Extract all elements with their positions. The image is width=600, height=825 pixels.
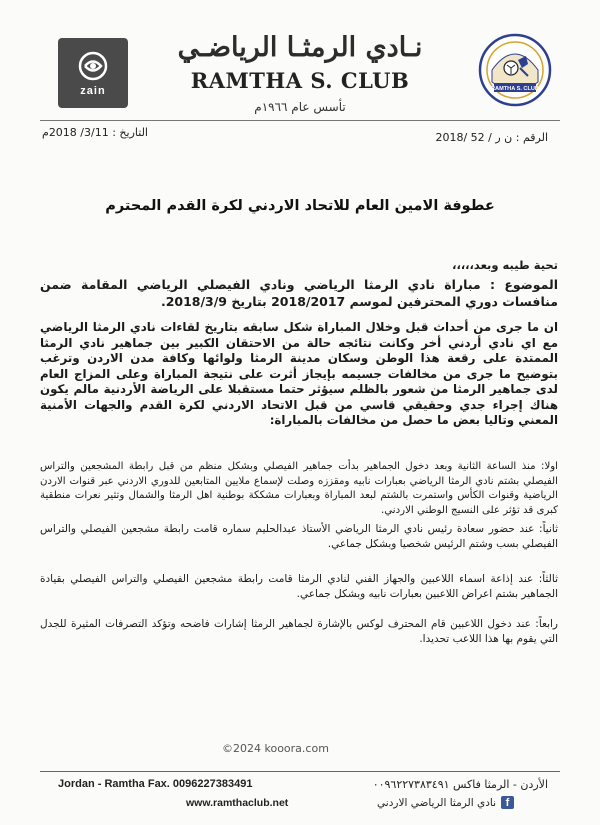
intro-paragraph: ان ما جرى من أحداث قبل وخلال المباراة شكل سابقه بتاريخ لقاءات نادي الرمثا الرياضي مع اي نادي أردني أخر وكانت نتائجه حالة من الاحتقان الكبير بين جماهير نادي الرمثا الممتدة على رقعة هذا الوطن وسكان مدينة الرمثا ولوائها وكافة مدن الاردن وترغب بتوضيح ما جرى من مخالفات جسيمه بإيجاز أثرت على نتيجة المباراة وعلى المزاج العام لدى جماهير الرمثا من شعور بالظلم سيؤثر حتما مستقبلا على الرياضة الأردنية مالم يكون هناك إجراء جدي وحقيقي قاسي من قبل الاتحاد الاردني لكرة القدم والجهات الأمنية المعني وتاليا بعض ما حصل من مخالفات بالمباراة: bbox=[40, 320, 558, 427]
zain-logo-text: zain bbox=[80, 85, 106, 97]
zain-logo bbox=[58, 38, 128, 108]
footer-fax-english: Jordan - Ramtha Fax. 0096227383491 bbox=[58, 778, 253, 790]
point-two: ثانياً: عند حضور سعادة رئيس نادي الرمثا الرياضي الأستاذ عبدالحليم سماره قامت رابطة مشجعين الفيصلي والتراس الفيصلي بسب وشتم الرئيس شخصيا وبشكل جماعي. bbox=[40, 523, 558, 550]
founded-year: تأسس عام ١٩٦٦م bbox=[254, 100, 346, 114]
subject-line: الموضوع : مباراة نادي الرمثا الرياضي ونادي الفيصلي الرياضي المقامة ضمن منافسات دوري المحترفين لموسم 2018/2017 بتاريخ 2018/3/9. bbox=[40, 277, 558, 309]
facebook-page-name: نادي الرمثا الرياضي الاردني bbox=[377, 796, 496, 809]
club-crest-icon bbox=[478, 30, 552, 120]
letter-date: التاريخ : 3/11/ 2018م bbox=[42, 126, 148, 139]
recipient-heading: عطوفة الامين العام للاتحاد الاردني لكرة القدم المحترم bbox=[105, 198, 495, 214]
club-name-arabic: نـادي الرمثـا الرياضـي bbox=[177, 32, 423, 63]
watermark: ©2024 kooora.com bbox=[222, 742, 329, 755]
greeting: تحية طيبه وبعد،،،،، bbox=[452, 258, 558, 272]
footer-divider bbox=[40, 771, 560, 772]
point-four: رابعاً: عند دخول اللاعبين قام المحترف لوكس بالإشارة لجماهير الرمثا إشارات فاضحه وتؤكد التصرفات المثيرة للجدل التي يقوم بها هذا اللاعب تحديدا. bbox=[40, 618, 558, 645]
point-one: اولا: منذ الساعة الثانية وبعد دخول الجماهير بدأت جماهير الفيصلي وبشكل منظم من قبل رابطة المشجعين والتراس الفيصلي بشتم نادي الرمثا الرياضي بعبارات نابيه ومقززه وصلت لإسماع ملايين المتابعين للدوري الاردني عبر قنوات الاردن الرياضية وقنوات الكأس واستمرت بالشتم لبعد المباراة وبعبارات مشككة بوطنية اهل الرمثا والشمال وتثير نعرات منطقية كبرى قد تؤثر على النسيج الوطني الاردني. bbox=[40, 461, 558, 516]
facebook-icon: f bbox=[501, 796, 514, 809]
club-emblem bbox=[478, 30, 552, 120]
reference-number: الرقم : ن ر / 52 /2018 bbox=[435, 131, 548, 144]
footer-facebook[interactable] bbox=[377, 796, 514, 809]
emblem-text: RAMTHA S. CLUB bbox=[491, 86, 539, 92]
zain-swirl-icon bbox=[76, 49, 110, 83]
club-name-english: RAMTHA S. CLUB bbox=[190, 68, 410, 93]
point-three: ثالثاً: عند إذاعة اسماء اللاعبين والجهاز الفني لنادي الرمثا قامت رابطة مشجعين الفيصلي والتراس الفيصلي بقيادة الجماهير بشتم اعراض اللاعبين بعبارات نابيه وبشكل جماعي. bbox=[40, 573, 558, 600]
footer-fax-arabic: الأردن - الرمثا فاكس ٠٠٩٦٢٢٧٣٨٣٤٩١ bbox=[372, 778, 548, 791]
footer-website-link[interactable]: www.ramthaclub.net bbox=[186, 797, 289, 809]
header-divider bbox=[40, 120, 560, 121]
